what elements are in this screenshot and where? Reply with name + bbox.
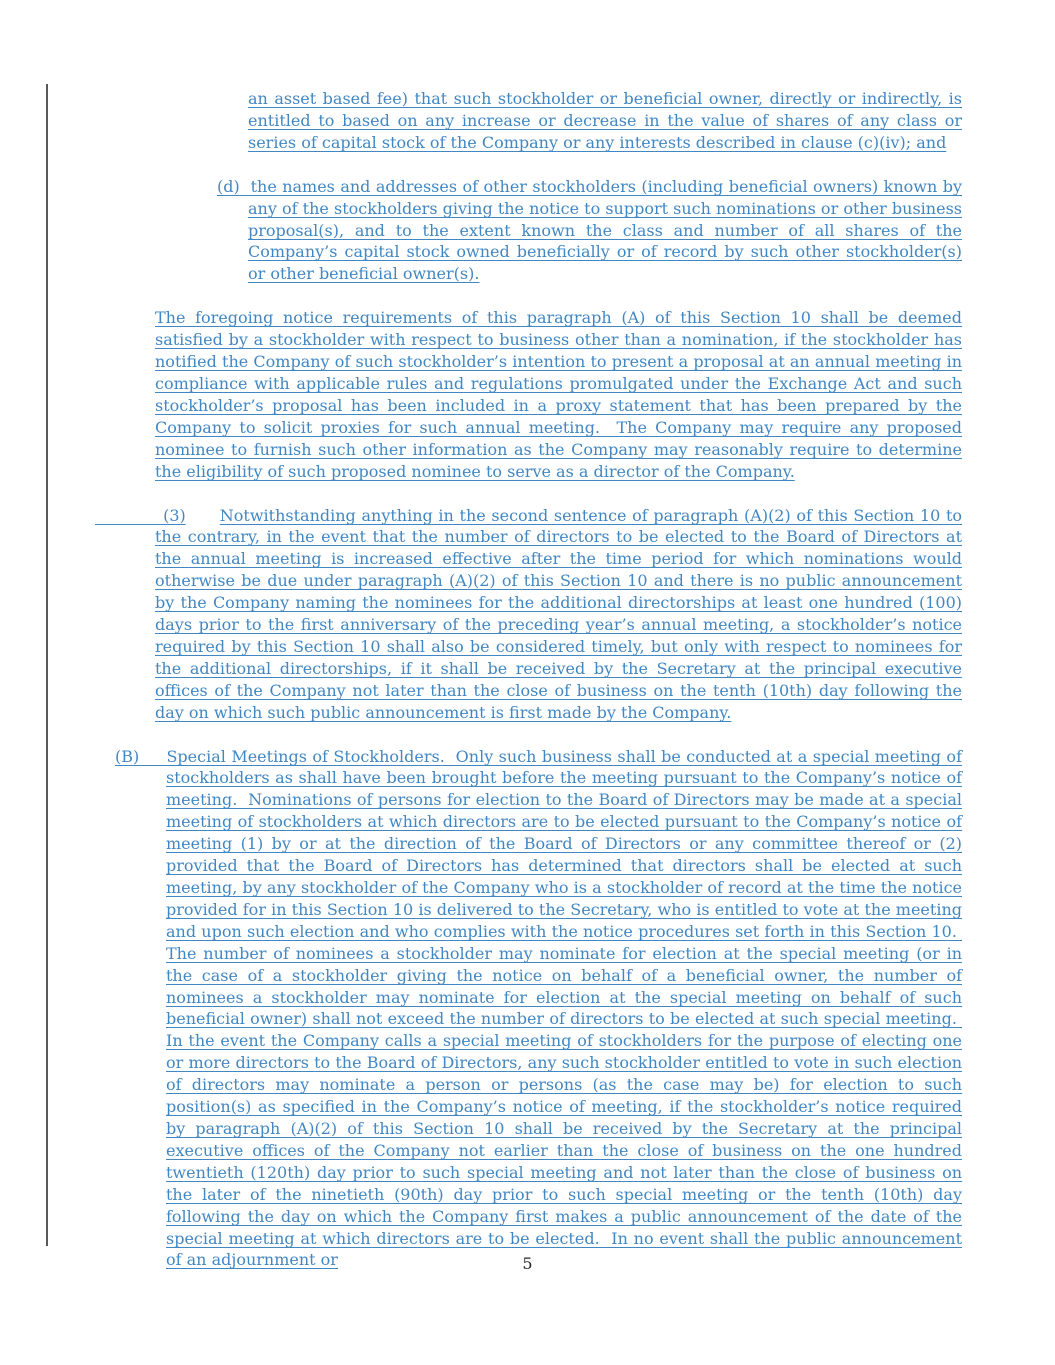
paragraph-text: Special Meetings of Stockholders. Only such business shall be conducted at a special meeting of stockholders as shall have been brought before the meeting pursuant to the Company’s notice of meeting. Nominations of persons for election to the Board of Directors may be made at a special meeting of stockholders at which directors are to be elected pursuant to the Company’s notice of meeting (1) by or at the direction of the Board of Directors or any committee thereof or (2) provided that the Board of Directors has determined that directors shall be elected at such meeting, by any stockholder of the Company who is a stockholder of record at the time the notice provided for in this Section 10 is delivered to the Secretary, who is entitled to vote at the meeting and upon such election and who complies with the notice procedures set forth in this Section 10. The number of nominees a stockholder may nominate for election at the special meeting (or in the case of a stockholder giving the notice on behalf of a beneficial owner, the number of nominees a stockholder may nominate for election at the special meeting on behalf of such beneficial owner) shall not exceed the number of directors to be elected at such special meeting. In the event the Company calls a special meeting of stockholders for the purpose of electing one or more directors to the Board of Directors, any such stockholder entitled to vote in such election of directors may nominate a person or persons (as the case may be) for election to such position(s) as specified in the Company’s notice of meeting, if the stockholder’s notice required by paragraph (A)(2) of this Section 10 shall be received by the Secretary at the principal executive offices of the Company not earlier than the close of business on the one hundred twentieth (120th) day prior to such special meeting and not later than the close of business on the later of the ninetieth (90th) day prior to such special meeting or the tenth (10th) day following the day on which the Company first makes a public announcement of the date of the special meeting at which directors are to be elected. In no event shall the public announcement of an adjournment or — [166, 746, 962, 1270]
paragraph-item-3 — [155, 505, 962, 724]
paragraph-text: the names and addresses of other stockholders (including beneficial owners) known by any of the stockholders giving the notice to support such nominations or other business proposal(s), and to the extent known the class and number of all shares of the Company’s capital stock owned beneficially or of record by such other stockholder(s) or other beneficial owner(s). — [248, 176, 962, 284]
list-marker-b: (B) — [115, 746, 140, 766]
list-marker-d: (d) — [217, 176, 240, 196]
paragraph-clause-d — [217, 176, 962, 286]
paragraph-clause-c-continuation — [248, 88, 962, 154]
list-marker-gap — [139, 747, 166, 766]
document-body — [0, 88, 1055, 1271]
paragraph-text: an asset based fee) that such stockholder or beneficial owner, directly or indirectly, is entitled to based on any increase or decrease in the value of shares of any class or series of capital stock of the Company or any interests described in clause (c)(iv); and — [248, 89, 962, 152]
paragraph-text: The foregoing notice requirements of this paragraph (A) of this Section 10 shall be deemed satisfied by a stockholder with respect to business other than a nomination, if the stockholder has notified the Company of such stockholder’s intention to present a proposal at an annual meeting in compliance with applicable rules and regulations promulgated under the Exchange Act and such stockholder’s proposal has been included in a proxy statement that has been prepared by the Company to solicit proxies for such annual meeting. The Company may require any proposed nominee to furnish such other information as the Company may reasonably require to determine the eligibility of such proposed nominee to serve as a director of the Company. — [155, 308, 962, 481]
list-marker-3: (3) — [163, 505, 186, 525]
page-number: 5 — [522, 1254, 533, 1273]
marker-text-gap — [186, 506, 220, 525]
paragraph-text: Notwithstanding anything in the second sentence of paragraph (A)(2) of this Section 10 to the contrary, in the event that the number of directors to be elected to the Board of Directors at the annual meeting is increased effective after the time period for which nominations would otherwise be due under paragraph (A)(2) of this Section 10 and there is no public announcement by the Company naming the nominees for the additional directorships at least one hundred (100) days prior to the first anniversary of the preceding year’s annual meeting, a stockholder’s notice required by this Section 10 shall also be considered timely, but only with respect to nominees for the additional directorships, if it shall be received by the Secretary at the principal executive offices of the Company not later than the close of business on the tenth (10th) day following the day on which such public announcement is first made by the Company. — [155, 505, 963, 722]
lead-tab-underline — [95, 506, 163, 525]
paragraph-item-b — [115, 746, 962, 1272]
paragraph-foregoing-notice — [155, 307, 962, 482]
list-marker-gap — [240, 177, 251, 196]
